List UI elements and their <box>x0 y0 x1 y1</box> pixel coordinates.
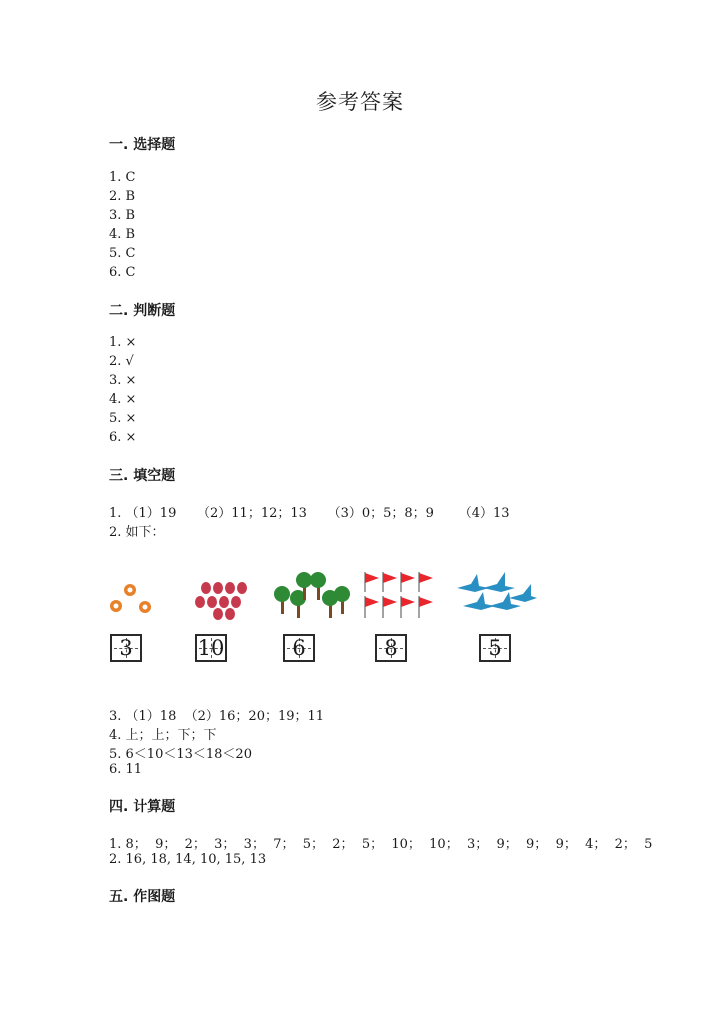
count-box <box>110 634 142 662</box>
count-value: 8 <box>384 636 398 660</box>
answer-line: 1. × <box>109 335 137 350</box>
flowers-image <box>100 566 184 622</box>
answer-line: 5. C <box>109 246 136 261</box>
answer-line: 3. （1）18 （2）16；20；19；11 <box>109 709 325 724</box>
trees-image <box>270 566 354 622</box>
flags-image <box>359 566 443 622</box>
answer-line: 2. 16, 18, 14, 10, 15, 13 <box>109 852 267 867</box>
answer-line: 6. × <box>109 430 137 445</box>
answer-line: 5. × <box>109 411 137 426</box>
answer-line: 1. C <box>109 170 136 185</box>
answer-line: 6. 11 <box>109 762 143 777</box>
answer-line: 4. × <box>109 392 137 407</box>
count-box <box>375 634 407 662</box>
berries-image <box>184 566 268 622</box>
section-heading-calc: 四. 计算题 <box>109 799 176 815</box>
count-box <box>479 634 511 662</box>
crane-icon <box>457 572 537 610</box>
answer-line: 3. × <box>109 373 137 388</box>
count-box <box>195 634 227 662</box>
cranes-image <box>453 566 537 622</box>
flower-icon <box>110 584 151 613</box>
count-box <box>283 634 315 662</box>
section-heading-draw: 五. 作图题 <box>109 889 176 905</box>
answer-line: 2. √ <box>109 354 134 369</box>
section-heading-choice: 一. 选择题 <box>109 137 176 153</box>
answer-line: 1. （1）19 （2）11；12；13 （3）0；5；8；9 （4）13 <box>109 506 510 521</box>
count-value: 5 <box>488 636 502 660</box>
count-value: 10 <box>197 636 225 660</box>
answer-line: 6. C <box>109 265 136 280</box>
answer-line: 3. B <box>109 208 136 223</box>
section-heading-fill: 三. 填空题 <box>109 468 176 484</box>
answer-line: 1. 8； 9； 2； 3； 3； 7； 5； 2； 5； 10； 10； 3； 9； 9； 9； 4； 2； 5 <box>109 837 653 852</box>
count-value: 3 <box>119 636 133 660</box>
tree-icon <box>274 572 350 618</box>
answer-line: 4. 上；上；下；下 <box>109 728 217 743</box>
page-title: 参考答案 <box>316 90 404 114</box>
answer-line: 4. B <box>109 227 136 242</box>
answer-line: 2. B <box>109 189 136 204</box>
count-value: 6 <box>292 636 306 660</box>
section-heading-judge: 二. 判断题 <box>109 303 176 319</box>
answer-line: 2. 如下： <box>109 525 165 540</box>
answer-line: 5. 6＜10＜13＜18＜20 <box>109 747 252 762</box>
berry-icon <box>195 582 247 620</box>
